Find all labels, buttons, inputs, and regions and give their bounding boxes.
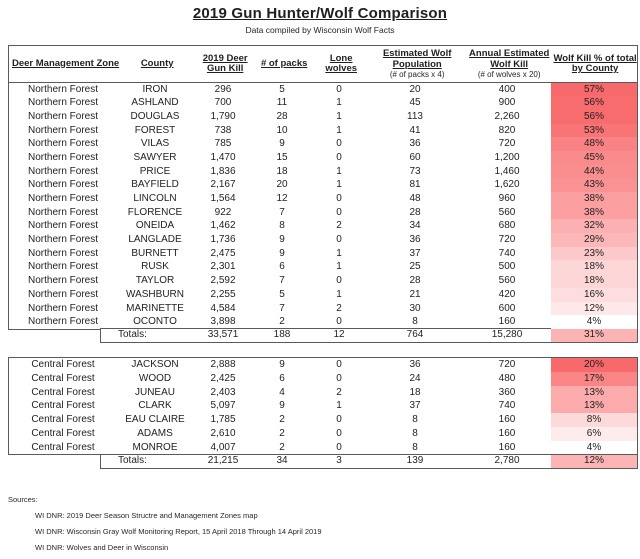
cell-gun_kill: 1,564: [210, 193, 236, 204]
cell-zone: Northern Forest: [27, 193, 99, 204]
cell-gun_kill: 4,007: [210, 441, 236, 453]
cell-est_wolf_kill: 1,620: [494, 179, 520, 191]
cell-pct: 57%: [551, 83, 637, 97]
cell-zone: Central Forest: [31, 441, 95, 453]
cell-lone_wolves: 1: [336, 110, 342, 122]
cell-pct: 56%: [551, 110, 637, 124]
cell-county: MARINETTE: [126, 302, 184, 314]
header-label: Lone: [329, 52, 353, 64]
cell-county: LANGLADE: [128, 234, 182, 246]
cell-packs: 7: [279, 206, 285, 218]
cell-packs: 28: [276, 110, 288, 122]
cell-pct: 32%: [551, 219, 637, 233]
cell-lone_wolves: 1: [336, 400, 342, 412]
cell-pct: 13%: [551, 386, 637, 400]
cell-county: LINCOLN: [133, 193, 177, 204]
cell-packs: 7: [279, 275, 285, 287]
table-row: [9, 274, 637, 288]
cell-county: ASHLAND: [131, 97, 179, 109]
table-row: [9, 83, 637, 97]
cell-packs: 10: [276, 124, 288, 136]
source-item: WI DNR: 2019 Deer Season Structre and Management Zones map: [35, 510, 258, 520]
cell-est_wolf_kill: 560: [498, 206, 516, 218]
cell-county: JACKSON: [131, 359, 179, 371]
header-label: Gun Kill: [206, 63, 244, 74]
cell-pct: 4%: [551, 315, 637, 329]
header-cell-county: [119, 46, 195, 82]
header-cell-pct: [553, 46, 637, 82]
totals-label: Totals:: [118, 454, 147, 466]
cell-lone_wolves: 0: [336, 206, 342, 218]
cell-lone_wolves: 2: [336, 220, 342, 232]
totals-lone-wolves: 3: [336, 454, 342, 466]
cell-est_population: 30: [409, 302, 421, 314]
cell-zone: Northern Forest: [27, 316, 99, 328]
table-row: [9, 192, 637, 206]
header-row: [8, 45, 638, 83]
page: [0, 5, 640, 552]
cell-gun_kill: 4,584: [210, 302, 236, 314]
totals-gun-kill: 33,571: [207, 329, 239, 341]
cell-est_wolf_kill: 740: [498, 247, 516, 259]
totals-pct: 31%: [551, 329, 637, 342]
cell-zone: Northern Forest: [27, 302, 99, 314]
table-row: [9, 427, 637, 441]
cell-packs: 6: [279, 373, 285, 385]
cell-gun_kill: 2,592: [210, 275, 236, 287]
cell-est_population: 25: [409, 261, 421, 273]
cell-county: TAYLOR: [135, 275, 175, 287]
totals-row-northern: [100, 328, 638, 343]
cell-lone_wolves: 0: [336, 359, 342, 371]
cell-gun_kill: 2,425: [210, 373, 236, 385]
cell-packs: 2: [279, 441, 285, 453]
cell-est_population: 81: [409, 179, 421, 191]
cell-zone: Northern Forest: [27, 179, 99, 191]
cell-est_population: 28: [409, 206, 421, 218]
cell-est_population: 41: [409, 124, 421, 136]
cell-est_population: 37: [409, 247, 421, 259]
cell-packs: 8: [279, 220, 285, 232]
cell-lone_wolves: 0: [336, 138, 342, 150]
cell-pct: 44%: [551, 165, 637, 179]
cell-lone_wolves: 0: [336, 275, 342, 287]
cell-county: ONEIDA: [135, 220, 175, 232]
cell-lone_wolves: 0: [336, 83, 342, 95]
cell-pct: 38%: [551, 192, 637, 206]
sources-heading: Sources:: [8, 494, 38, 504]
table-row: [9, 137, 637, 151]
cell-gun_kill: 2,610: [210, 427, 236, 439]
cell-est_wolf_kill: 720: [498, 234, 516, 246]
cell-lone_wolves: 2: [336, 386, 342, 398]
cell-packs: 7: [279, 302, 285, 314]
cell-packs: 2: [279, 427, 285, 439]
cell-est_wolf_kill: 400: [498, 83, 516, 95]
header-cell-zone: [9, 46, 119, 82]
cell-pct: 6%: [551, 427, 637, 441]
cell-gun_kill: 2,167: [210, 179, 236, 191]
cell-lone_wolves: 0: [336, 373, 342, 385]
cell-pct: 45%: [551, 151, 637, 165]
cell-county: WASHBURN: [126, 288, 184, 300]
totals-est-population: 764: [406, 329, 424, 341]
table-row: [9, 372, 637, 386]
cell-est_population: 28: [409, 275, 421, 287]
cell-est_population: 8: [412, 427, 418, 439]
cell-pct: 8%: [551, 413, 637, 427]
table-row: [9, 206, 637, 220]
cell-est_population: 8: [412, 441, 418, 453]
cell-packs: 9: [279, 138, 285, 150]
cell-zone: Northern Forest: [27, 138, 99, 150]
cell-packs: 4: [279, 386, 285, 398]
cell-pct: 23%: [551, 247, 637, 261]
header-label: Deer Management Zone: [12, 57, 120, 69]
cell-gun_kill: 1,836: [210, 165, 236, 177]
totals-row-central: [100, 454, 638, 469]
header-label: by County: [571, 63, 619, 74]
cell-est_wolf_kill: 1,460: [494, 165, 520, 177]
cell-est_wolf_kill: 160: [498, 427, 516, 439]
cell-est_population: 36: [409, 359, 421, 371]
table-row: [9, 110, 637, 124]
cell-pct: 16%: [551, 288, 637, 302]
table-row: [9, 288, 637, 302]
cell-packs: 9: [279, 247, 285, 259]
header-label: # of packs: [260, 57, 308, 69]
header-cell-est_population: [369, 46, 465, 82]
page-title: 2019 Gun Hunter/Wolf Comparison: [192, 5, 448, 22]
sources-list: [8, 511, 640, 552]
section-central-forest: [8, 357, 638, 455]
cell-zone: Northern Forest: [27, 206, 99, 218]
totals-packs: 188: [273, 329, 291, 341]
cell-lone_wolves: 0: [336, 441, 342, 453]
cell-packs: 18: [276, 165, 288, 177]
header-label: Population: [392, 58, 442, 70]
cell-county: IRON: [142, 83, 168, 95]
source-item: WI DNR: Wolves and Deer in Wisconsin: [35, 542, 169, 552]
cell-county: DOUGLAS: [130, 110, 180, 122]
cell-county: MONROE: [132, 441, 178, 453]
cell-county: BURNETT: [131, 247, 179, 259]
cell-est_population: 45: [409, 97, 421, 109]
source-item: WI DNR: Wisconsin Gray Wolf Monitoring Report, 15 April 2018 Through 14 April 2019: [35, 526, 322, 536]
cell-pct: 43%: [551, 178, 637, 192]
cell-packs: 11: [276, 97, 288, 109]
cell-gun_kill: 2,255: [210, 288, 236, 300]
header-cell-lone_wolves: [313, 46, 369, 82]
cell-lone_wolves: 2: [336, 302, 342, 314]
cell-pct: 17%: [551, 372, 637, 386]
cell-gun_kill: 1,470: [210, 151, 236, 163]
cell-county: BAYFIELD: [131, 179, 179, 191]
cell-pct: 18%: [551, 274, 637, 288]
table-row: [9, 441, 637, 455]
cell-zone: Central Forest: [31, 400, 95, 412]
cell-zone: Northern Forest: [27, 247, 99, 259]
cell-zone: Northern Forest: [27, 261, 99, 273]
cell-pct: 53%: [551, 124, 637, 138]
cell-gun_kill: 785: [214, 138, 232, 150]
cell-lone_wolves: 0: [336, 234, 342, 246]
cell-gun_kill: 922: [214, 206, 232, 218]
cell-zone: Northern Forest: [27, 165, 99, 177]
cell-est_population: 37: [409, 400, 421, 412]
cell-pct: 20%: [551, 358, 637, 372]
totals-gun-kill: 21,215: [207, 454, 239, 466]
table-row: [9, 386, 637, 400]
cell-zone: Northern Forest: [27, 275, 99, 287]
table-row: [9, 96, 637, 110]
cell-county: SAWYER: [133, 151, 177, 163]
cell-lone_wolves: 1: [336, 124, 342, 136]
cell-est_population: 113: [407, 110, 423, 122]
cell-packs: 20: [276, 179, 288, 191]
totals-lone-wolves: 12: [333, 329, 345, 341]
cell-est_wolf_kill: 500: [498, 261, 516, 273]
table-row: [9, 260, 637, 274]
table-row: [9, 413, 637, 427]
cell-est_population: 8: [412, 414, 418, 426]
cell-est_population: 24: [409, 373, 421, 385]
cell-est_wolf_kill: 360: [498, 386, 516, 398]
cell-est_population: 73: [409, 165, 421, 177]
cell-est_wolf_kill: 480: [498, 373, 516, 385]
cell-zone: Central Forest: [31, 414, 95, 426]
cell-zone: Northern Forest: [27, 288, 99, 300]
cell-lone_wolves: 0: [336, 151, 342, 163]
cell-est_wolf_kill: 900: [498, 97, 516, 109]
cell-est_population: 36: [409, 138, 421, 150]
table-row: [9, 315, 637, 329]
cell-gun_kill: 1,785: [210, 414, 236, 426]
cell-est_population: 48: [409, 193, 421, 204]
cell-county: VILAS: [140, 138, 170, 150]
table-row: [9, 302, 637, 316]
table-row: [9, 151, 637, 165]
cell-gun_kill: 2,475: [210, 247, 236, 259]
cell-zone: Central Forest: [31, 386, 95, 398]
cell-lone_wolves: 1: [336, 165, 342, 177]
cell-county: ADAMS: [137, 427, 173, 439]
header-label: Annual Estimated: [469, 48, 550, 59]
cell-county: PRICE: [139, 165, 171, 177]
header-label: County: [140, 57, 174, 69]
cell-est_population: 34: [409, 220, 421, 232]
cell-packs: 2: [279, 414, 285, 426]
totals-est-population: 139: [406, 454, 424, 466]
cell-gun_kill: 2,301: [210, 261, 236, 273]
cell-est_population: 18: [409, 386, 421, 398]
cell-lone_wolves: 1: [336, 261, 342, 273]
cell-packs: 6: [279, 261, 285, 273]
cell-est_population: 21: [409, 288, 421, 300]
cell-packs: 5: [279, 288, 285, 300]
table-row: [9, 219, 637, 233]
totals-label: Totals:: [118, 329, 147, 341]
sources: [8, 495, 640, 552]
totals-est-wolf-kill: 15,280: [491, 329, 523, 341]
cell-zone: Central Forest: [31, 427, 95, 439]
cell-gun_kill: 296: [214, 83, 232, 95]
table-row: [9, 358, 637, 372]
cell-zone: Northern Forest: [27, 151, 99, 163]
cell-county: RUSK: [141, 261, 169, 273]
cell-est_wolf_kill: 160: [498, 414, 516, 426]
header-label: 2019 Deer: [202, 52, 248, 64]
header-cell-est_wolf_kill: [465, 46, 553, 82]
totals-packs: 34: [276, 454, 288, 466]
totals-est-wolf-kill: 2,780: [494, 454, 520, 466]
cell-gun_kill: 738: [214, 124, 232, 136]
cell-county: CLARK: [138, 400, 172, 412]
header-subnote: (# of wolves x 20): [477, 70, 541, 79]
cell-pct: 48%: [551, 137, 637, 151]
header-label: wolves: [325, 63, 358, 74]
cell-zone: Northern Forest: [27, 124, 99, 136]
cell-gun_kill: 2,403: [210, 386, 236, 398]
table-row: [9, 124, 637, 138]
cell-pct: 56%: [551, 96, 637, 110]
cell-est_wolf_kill: 1,200: [494, 151, 520, 163]
cell-packs: 5: [279, 83, 285, 95]
header-subnote: (# of packs x 4): [389, 70, 445, 79]
comparison-table: [8, 45, 638, 469]
cell-packs: 9: [279, 359, 285, 371]
cell-packs: 12: [276, 193, 288, 204]
cell-lone_wolves: 1: [336, 97, 342, 109]
cell-zone: Central Forest: [31, 373, 95, 385]
header-cell-gun_kill: [195, 46, 255, 82]
cell-est_wolf_kill: 600: [498, 302, 516, 314]
cell-pct: 38%: [551, 206, 637, 220]
header-label: Estimated Wolf: [382, 48, 452, 59]
table-row: [9, 233, 637, 247]
cell-zone: Northern Forest: [27, 110, 99, 122]
cell-lone_wolves: 1: [336, 247, 342, 259]
cell-est_population: 8: [412, 316, 418, 328]
cell-lone_wolves: 1: [336, 288, 342, 300]
cell-est_wolf_kill: 160: [498, 441, 516, 453]
cell-lone_wolves: 0: [336, 427, 342, 439]
cell-est_wolf_kill: 560: [498, 275, 516, 287]
cell-pct: 29%: [551, 233, 637, 247]
cell-pct: 13%: [551, 399, 637, 413]
cell-est_wolf_kill: 820: [498, 124, 516, 136]
table-row: [9, 165, 637, 179]
cell-pct: 18%: [551, 260, 637, 274]
cell-gun_kill: 700: [214, 97, 232, 109]
cell-gun_kill: 1,790: [210, 110, 236, 122]
cell-est_wolf_kill: 2,260: [494, 110, 520, 122]
totals-pct: 12%: [551, 455, 637, 468]
cell-gun_kill: 5,097: [210, 400, 236, 412]
cell-zone: Northern Forest: [27, 234, 99, 246]
table-row: [9, 399, 637, 413]
cell-lone_wolves: 0: [336, 316, 342, 328]
cell-est_wolf_kill: 160: [498, 316, 516, 328]
cell-gun_kill: 2,888: [210, 359, 236, 371]
cell-est_wolf_kill: 960: [498, 193, 516, 204]
cell-est_population: 36: [409, 234, 421, 246]
header-label: Wolf Kill: [490, 58, 529, 70]
cell-est_wolf_kill: 720: [498, 359, 516, 371]
cell-est_population: 20: [409, 83, 421, 95]
cell-lone_wolves: 0: [336, 193, 342, 204]
cell-zone: Northern Forest: [27, 97, 99, 109]
cell-gun_kill: 1,736: [210, 234, 236, 246]
cell-county: FLORENCE: [127, 206, 183, 218]
cell-pct: 4%: [551, 441, 637, 455]
cell-est_wolf_kill: 720: [498, 138, 516, 150]
header-label: Wolf Kill % of total: [553, 52, 637, 64]
section-northern-forest: [8, 82, 638, 330]
header-cell-packs: [255, 46, 313, 82]
cell-county: OCONTO: [133, 316, 177, 328]
cell-packs: 9: [279, 234, 285, 246]
cell-zone: Northern Forest: [27, 220, 99, 232]
cell-est_wolf_kill: 680: [498, 220, 516, 232]
cell-lone_wolves: 0: [336, 414, 342, 426]
cell-lone_wolves: 1: [336, 179, 342, 191]
cell-county: FOREST: [134, 124, 176, 136]
table-row: [9, 247, 637, 261]
cell-county: JUNEAU: [134, 386, 175, 398]
cell-est_wolf_kill: 420: [498, 288, 516, 300]
cell-county: WOOD: [138, 373, 172, 385]
cell-est_wolf_kill: 740: [498, 400, 516, 412]
cell-zone: Central Forest: [31, 359, 95, 371]
cell-est_population: 60: [409, 151, 421, 163]
page-subtitle: Data compiled by Wisconsin Wolf Facts: [245, 25, 395, 35]
cell-gun_kill: 3,898: [210, 316, 236, 328]
cell-packs: 2: [279, 316, 285, 328]
cell-packs: 15: [276, 151, 288, 163]
table-row: [9, 178, 637, 192]
cell-pct: 12%: [551, 302, 637, 316]
cell-county: EAU CLAIRE: [125, 414, 185, 426]
cell-gun_kill: 1,462: [210, 220, 236, 232]
cell-packs: 9: [279, 400, 285, 412]
cell-zone: Northern Forest: [27, 83, 99, 95]
